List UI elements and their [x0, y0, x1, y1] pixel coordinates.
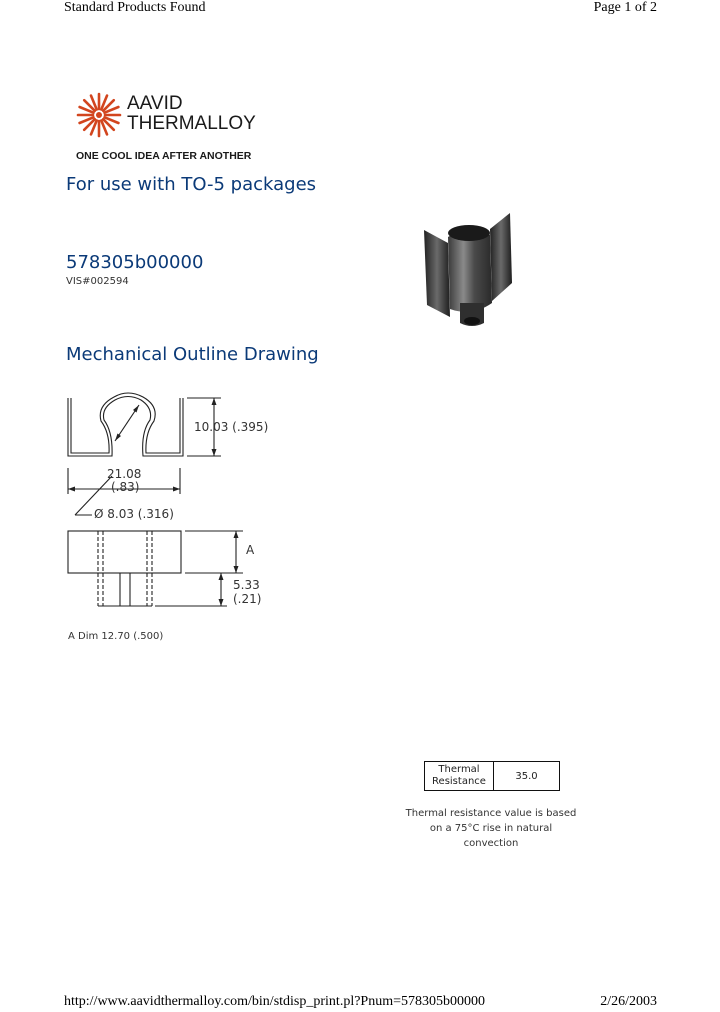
thermal-note: [392, 806, 590, 851]
page-number: Page 1 of 2: [593, 0, 657, 15]
logo-word-aavid: AAVID: [127, 93, 183, 114]
a-dim-note: A Dim 12.70 (.500): [68, 631, 164, 642]
thermal-resistance-label: [425, 762, 494, 791]
starburst-logo-icon: [76, 92, 122, 138]
dim-width-in-label: (.83): [111, 480, 140, 494]
page-header-title: Standard Products Found: [64, 0, 206, 15]
thermal-note-line-3: convection: [463, 838, 519, 849]
part-number: 578305b00000: [66, 252, 204, 273]
vis-number: VIS#002594: [66, 276, 129, 287]
dim-tab-mm-label: 5.33: [233, 578, 260, 592]
logo-tagline: ONE COOL IDEA AFTER ANOTHER: [76, 150, 252, 162]
dim-diameter-label: Ø 8.03 (.316): [94, 507, 174, 521]
thermal-note-line-2: on a 75°C rise in natural: [429, 823, 553, 834]
company-logo: [76, 92, 266, 164]
dim-width-mm-label: 21.08: [107, 467, 142, 481]
thermal-resistance-table: [424, 761, 560, 791]
product-heading: For use with TO-5 packages: [66, 174, 317, 195]
footer-date: 2/26/2003: [600, 994, 657, 1009]
logo-word-thermalloy: THERMALLOY: [127, 113, 256, 134]
footer-url[interactable]: http://www.aavidthermalloy.com/bin/stdisp_print.pl?Pnum=578305b00000: [64, 994, 485, 1009]
drawing-title: Mechanical Outline Drawing: [66, 344, 319, 365]
thermal-resistance-value: 35.0: [494, 762, 560, 791]
thermal-note-line-1: Thermal resistance value is based: [405, 808, 577, 819]
product-photo: [412, 205, 530, 330]
dim-a-label: A: [246, 543, 255, 557]
label-line-1: Thermal: [438, 764, 480, 775]
label-line-2: Resistance: [432, 776, 486, 787]
dim-height-label: 10.03 (.395): [194, 420, 269, 434]
dim-tab-in-label: (.21): [233, 592, 262, 606]
table-row: [425, 762, 560, 791]
